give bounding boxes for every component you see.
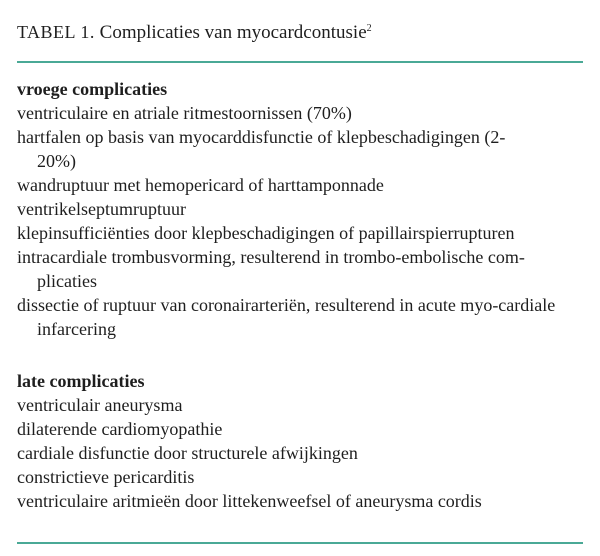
list-item: ventriculair aneurysma bbox=[17, 395, 183, 415]
list-item: hartfalen op basis van myocarddisfunctie of klepbeschadigingen (2-20%) bbox=[17, 127, 506, 171]
list-item: ventriculaire aritmieën door littekenweefsel of aneurysma cordis bbox=[17, 491, 482, 511]
list-item: constrictieve pericarditis bbox=[17, 467, 195, 487]
list-item: ventrikelseptumruptuur bbox=[17, 199, 186, 219]
table-title bbox=[17, 22, 372, 44]
table-number: TABEL 1. bbox=[17, 22, 95, 42]
list-item: ventriculaire en atriale ritmestoornissen (70%) bbox=[17, 103, 352, 123]
list-item: dilaterende cardiomyopathie bbox=[17, 419, 223, 439]
reference-superscript: 2 bbox=[366, 23, 372, 34]
section-heading: vroege complicaties bbox=[17, 79, 168, 99]
list-item: klepinsufficiënties door klepbeschadigingen of papillairspierrupturen bbox=[17, 223, 515, 243]
list-item: intracardiale trombusvorming, resulterend in trombo-embolische com-plicaties bbox=[17, 247, 525, 291]
list-item: cardiale disfunctie door structurele afwijkingen bbox=[17, 443, 358, 463]
table-caption: Complicaties van myocardcontusie bbox=[99, 22, 367, 43]
list-item: dissectie of ruptuur van coronairarteriën, resulterend in acute myo-cardiale infarcering bbox=[17, 295, 556, 339]
section-heading: late complicaties bbox=[17, 371, 145, 391]
bottom-rule bbox=[17, 542, 583, 544]
top-rule bbox=[17, 61, 583, 63]
late-complications-section bbox=[17, 369, 583, 513]
list-item: wandruptuur met hemopericard of harttamponnade bbox=[17, 175, 384, 195]
early-complications-section bbox=[17, 77, 583, 341]
